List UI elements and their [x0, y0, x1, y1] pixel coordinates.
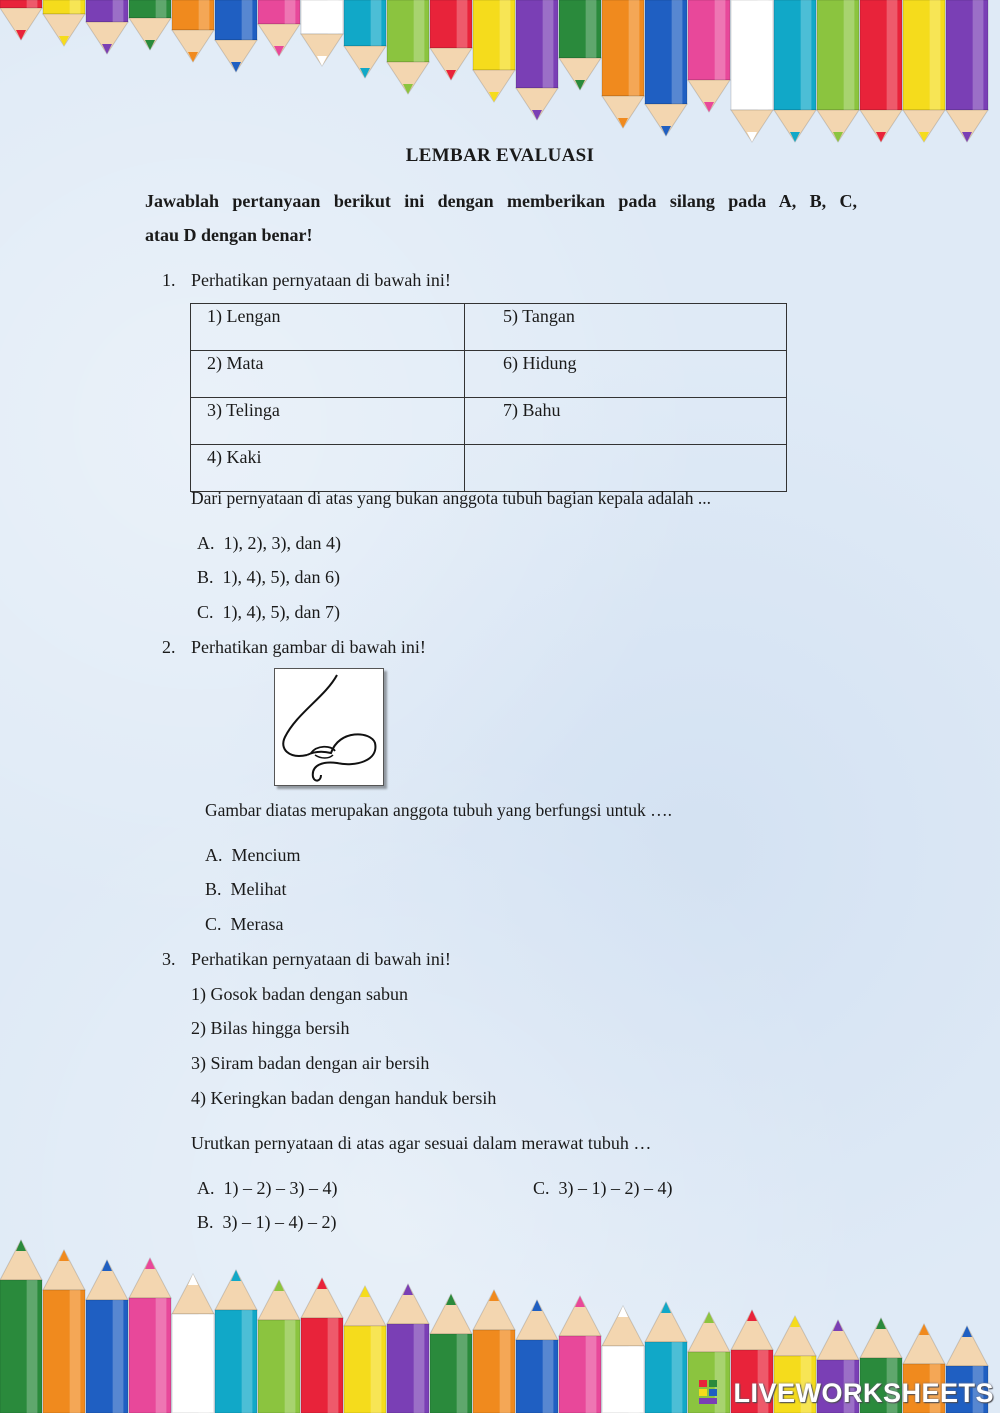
pencil: [516, 1300, 558, 1413]
pencil: [344, 1286, 386, 1413]
pencil: [430, 1294, 472, 1413]
statement-item: 1) Gosok badan dengan sabun: [191, 984, 408, 1004]
page-title: LEMBAR EVALUASI: [405, 145, 595, 166]
pencil: [688, 0, 730, 112]
question-3-number: 3.: [162, 949, 176, 969]
pencil: [731, 0, 773, 142]
option-letter: B.: [205, 879, 222, 899]
pencil: [215, 0, 257, 72]
pencil: [258, 0, 300, 56]
pencil: [215, 1270, 257, 1413]
pencil: [0, 0, 42, 40]
option-text: Merasa: [230, 914, 284, 934]
option-text: 1), 4), 5), dan 7): [222, 602, 340, 622]
option-letter: A.: [197, 533, 215, 553]
question-1-prompt: Perhatikan pernyataan di bawah ini!: [191, 270, 451, 290]
pencil: [473, 0, 515, 102]
pencil: [301, 1278, 343, 1413]
pencil: [645, 1302, 687, 1413]
option-letter: C.: [197, 602, 214, 622]
option-text: 1), 2), 3), dan 4): [223, 533, 341, 553]
question-1-table: [190, 303, 787, 492]
pencil: [387, 1284, 429, 1413]
instructions: [145, 184, 857, 252]
question-2-number: 2.: [162, 637, 176, 657]
q1-option-a[interactable]: [197, 533, 341, 554]
pencil: [602, 1306, 644, 1413]
liveworksheets-logo-icon: [698, 1379, 718, 1405]
statement-item: 2) Bilas hingga bersih: [191, 1018, 350, 1038]
pencil: [301, 0, 343, 66]
question-3-text: Urutkan pernyataan di atas agar sesuai dalam merawat tubuh …: [191, 1133, 652, 1153]
pencil: [817, 0, 859, 142]
option-letter: B.: [197, 1212, 214, 1232]
option-text: 3) – 1) – 2) – 4): [558, 1178, 673, 1198]
pencil: [645, 0, 687, 136]
instruction-line-1: Jawablah pertanyaan berikut ini dengan memberikan pada silang pada A, B, C,: [145, 191, 857, 211]
pencil: [172, 1274, 214, 1413]
q3-option-a[interactable]: [197, 1178, 337, 1199]
pencil: [946, 0, 988, 142]
option-text: 1), 4), 5), dan 6): [222, 567, 340, 587]
pencil: [602, 0, 644, 128]
table-cell: 7) Bahu: [465, 398, 787, 445]
table-cell: 6) Hidung: [465, 351, 787, 398]
question-3-prompt: Perhatikan pernyataan di bawah ini!: [191, 949, 451, 969]
pencil: [387, 0, 429, 94]
table-cell: [465, 445, 787, 492]
pencil: [86, 0, 128, 54]
table-cell: 1) Lengan: [191, 304, 465, 351]
pencil: [43, 1250, 85, 1413]
table-row: [191, 445, 787, 492]
pencil: [258, 1280, 300, 1413]
option-letter: A.: [205, 845, 223, 865]
pencil: [559, 0, 601, 90]
nose-image: [274, 668, 384, 786]
option-text: 3) – 1) – 4) – 2): [222, 1212, 337, 1232]
pencil: [559, 1296, 601, 1413]
pencil: [0, 1240, 42, 1413]
q3-option-c[interactable]: [533, 1178, 673, 1199]
option-letter: C.: [533, 1178, 550, 1198]
table-cell: 4) Kaki: [191, 445, 465, 492]
nose-drawing-icon: [275, 669, 383, 785]
q1-option-b[interactable]: [197, 567, 340, 588]
pencil: [172, 0, 214, 62]
q2-option-b[interactable]: [205, 879, 287, 900]
statement-item: 3) Siram badan dengan air bersih: [191, 1053, 430, 1073]
pencil: [430, 0, 472, 80]
option-text: Mencium: [231, 845, 301, 865]
pencil: [473, 1290, 515, 1413]
top-pencil-border: [0, 0, 1000, 160]
pencil: [86, 1260, 128, 1413]
pencil: [344, 0, 386, 78]
q2-option-c[interactable]: [205, 914, 284, 935]
question-1-text: Dari pernyataan di atas yang bukan anggota tubuh bagian kepala adalah ...: [191, 488, 711, 508]
pencil: [774, 0, 816, 142]
pencil: [129, 1258, 171, 1413]
pencil: [860, 0, 902, 142]
question-2-prompt: Perhatikan gambar di bawah ini!: [191, 637, 426, 657]
pencil: [516, 0, 558, 120]
pencil: [43, 0, 85, 46]
table-cell: 2) Mata: [191, 351, 465, 398]
option-letter: B.: [197, 567, 214, 587]
option-letter: C.: [205, 914, 222, 934]
q3-option-b[interactable]: [197, 1212, 337, 1233]
pencil: [129, 0, 171, 50]
pencil: [903, 0, 945, 142]
q1-option-c[interactable]: [197, 602, 340, 623]
table-row: [191, 304, 787, 351]
table-row: [191, 351, 787, 398]
question-1-number: 1.: [162, 270, 176, 290]
option-text: Melihat: [230, 879, 287, 899]
option-text: 1) – 2) – 3) – 4): [223, 1178, 338, 1198]
brand-watermark: LIVEWORKSHEETS: [733, 1378, 994, 1408]
table-row: [191, 398, 787, 445]
option-letter: A.: [197, 1178, 215, 1198]
table-cell: 3) Telinga: [191, 398, 465, 445]
q2-option-a[interactable]: [205, 845, 301, 866]
instruction-line-2: atau D dengan benar!: [145, 225, 313, 245]
table-cell: 5) Tangan: [465, 304, 787, 351]
statement-item: 4) Keringkan badan dengan handuk bersih: [191, 1088, 497, 1108]
question-2-text: Gambar diatas merupakan anggota tubuh yang berfungsi untuk ….: [205, 800, 673, 820]
